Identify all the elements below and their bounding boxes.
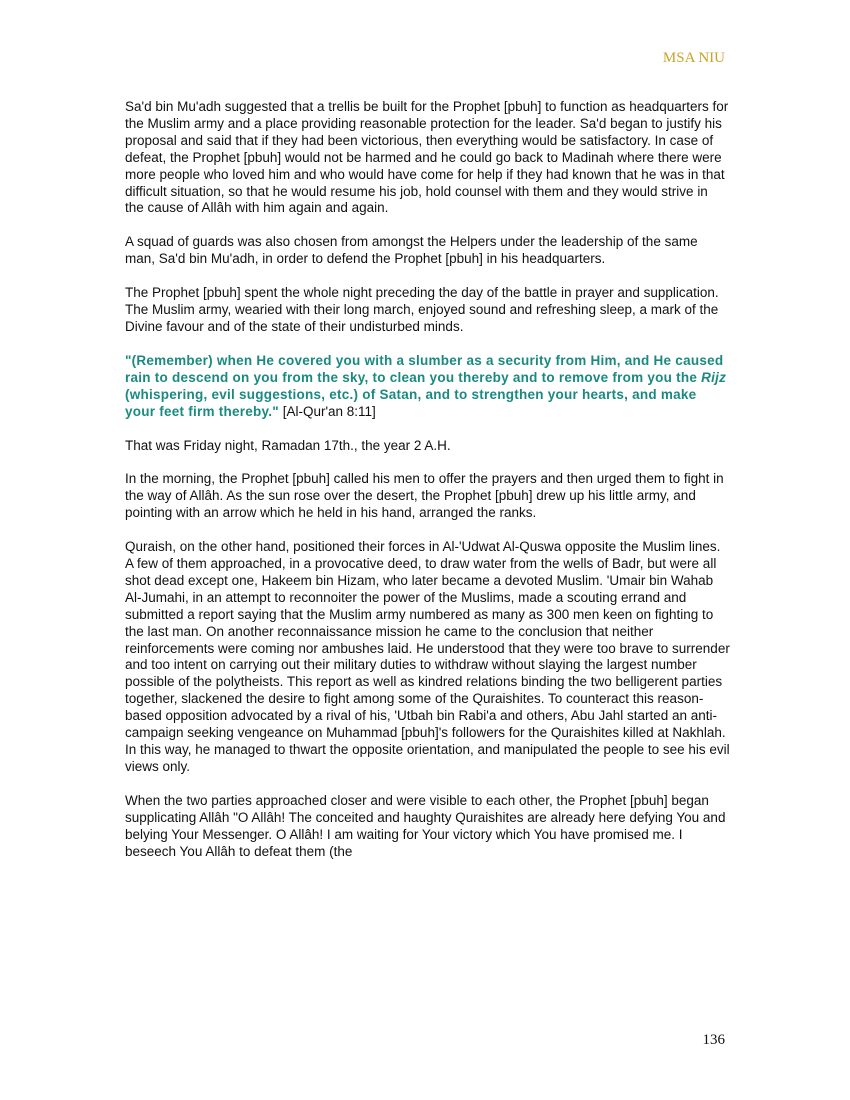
paragraph-quraish: Quraish, on the other hand, positioned their forces in Al-'Udwat Al-Quswa opposite the Muslim lines. A few of them approached, in a provocative deed, to draw water from the wells of Badr, but were all shot dead except one, Hakeem bin Hizam, who later became a devoted Muslim. 'Umair bin Wahab Al-Jumahi, in an attempt to reconnoiter the power of the Muslims, made a scouting errand and submitted a report saying that the Muslim army numbered as many as 300 men keen on fighting to the last man. On another reconnaissance mission he came to the conclusion that neither reinforcements were coming nor ambushes laid. He understood that they were too brave to surrender and too intent on carrying out their military duties to withdraw without slaying the largest number possible of the polytheists. This report as well as kindred relations binding the two belligerent parties together, slackened the desire to fight among some of the Quraishites. To counteract this reason-based opposition advocated by a rival of his, 'Utbah bin Rabi'a and others, Abu Jahl started an anti-campaign seeking vengeance on Muhammad [pbuh]'s followers for the Quraishites killed at Nakhlah. In this way, he managed to thwart the opposite orientation, and manipulated the people to see his evil views only. bbox=[125, 539, 730, 774]
quote-part-2: (whispering, evil suggestions, etc.) of Satan, and to strengthen your hearts, and make your feet firm thereby." bbox=[125, 386, 697, 419]
quran-quote-paragraph bbox=[125, 353, 730, 421]
paragraph-night-prayer: The Prophet [pbuh] spent the whole night preceding the day of the battle in prayer and supplication. The Muslim army, wearied with their long march, enjoyed sound and refreshing sleep, a mark of the Divine favour and of the state of their undisturbed minds. bbox=[125, 285, 719, 334]
paragraph-guards: A squad of guards was also chosen from amongst the Helpers under the leadership of the same man, Sa'd bin Mu'adh, in order to defend the Prophet [pbuh] in his headquarters. bbox=[125, 234, 698, 267]
paragraph-trellis: Sa'd bin Mu'adh suggested that a trellis be built for the Prophet [pbuh] to function as headquarters for the Muslim army and a place providing reasonable protection for the leader. Sa'd began to justify his proposal and said that if they had been victorious, then everything would be satisfactory. In case of defeat, the Prophet [pbuh] would not be harmed and he could go back to Madinah where there were more people who loved him and who would have come for help if they had known that he was in that difficult situation, so that he would resume his job, hold counsel with them and they would strive in the cause of Allâh with him again and again. bbox=[125, 99, 729, 216]
paragraph-supplication: When the two parties approached closer and were visible to each other, the Prophet [pbuh] began supplicating Allâh "O Allâh! The conceited and haughty Quraishites are already here defying You and belying Your Messenger. O Allâh! I am waiting for Your victory which You have promised me. I beseech You Allâh to defeat them (the bbox=[125, 792, 726, 859]
paragraph-date: That was Friday night, Ramadan 17th., the year 2 A.H. bbox=[125, 437, 451, 453]
quote-part-1: "(Remember) when He covered you with a slumber as a security from Him, and He caused rain to descend on you from the sky, to clean you thereby and to remove from you the bbox=[125, 352, 724, 385]
paragraph-morning: In the morning, the Prophet [pbuh] called his men to offer the prayers and then urged them to fight in the way of Allâh. As the sun rose over the desert, the Prophet [pbuh] drew up his little army, and pointing with an arrow which he held in his hand, arranged the ranks. bbox=[125, 471, 724, 521]
quote-text bbox=[125, 353, 726, 419]
page-number: 136 bbox=[702, 1032, 725, 1048]
quote-citation: [Al-Qur'an 8:11] bbox=[278, 403, 376, 419]
page-body bbox=[125, 99, 730, 877]
document-header: MSA NIU bbox=[662, 50, 725, 66]
quote-italic-term: Rijz bbox=[701, 369, 727, 385]
